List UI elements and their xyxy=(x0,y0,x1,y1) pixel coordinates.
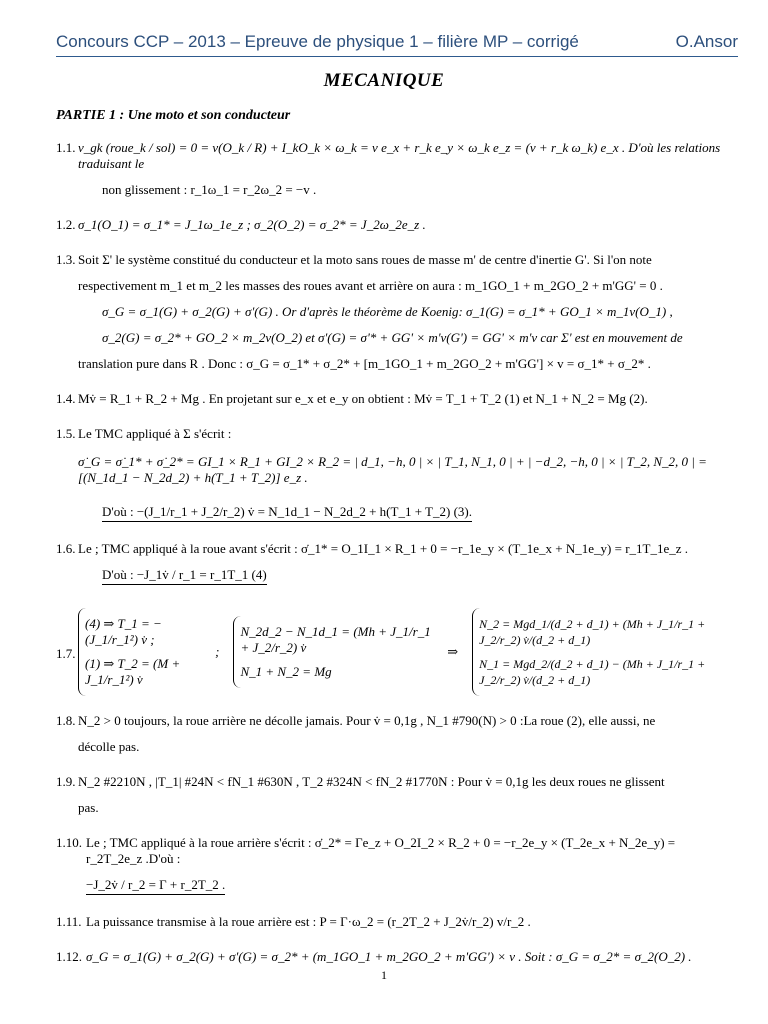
equation-system xyxy=(78,608,732,696)
text-line: respectivement m_1 et m_2 les masses des roues avant et arrière on aura : m_1GO_1 + m_2GO_2 + m'GG' = 0 . xyxy=(78,278,663,293)
header-author: O.Ansor xyxy=(675,32,738,51)
item-number: 1.8. xyxy=(56,713,76,728)
text-line: non glissement : r_1ω_1 = r_2ω_2 = −v . xyxy=(102,182,317,197)
text-line: Soit Σ' le système constitué du conducteur et la moto sans roues de masse m' de centre d'inertie G'. Si l'on note xyxy=(78,252,652,267)
item-1-9 xyxy=(56,774,732,826)
equation-line: D'où : −J_1v̇ / r_1 = r_1T_1 (4) xyxy=(78,567,732,585)
text-line: N_2 > 0 toujours, la roue arrière ne décolle jamais. Pour v̇ = 0,1g , N_1 #790(N) > 0 :La roue (2), elle aussi, ne xyxy=(78,713,656,728)
equation-line: σ̇_G = σ̇_1* + σ̇_2* = GI_1 × R_1 + GI_2 × R_2 = | d_1, −h, 0 | × | T_1, N_1, 0 | + | −d_2, −h, 0 | × | T_2, N_2, 0 | = [(N_1d_1 − N_2d_2) + h(T_1 + T_2)] e_z . xyxy=(78,454,707,485)
item-1-4 xyxy=(56,391,732,417)
part-title: PARTIE 1 : Une moto et son conducteur xyxy=(56,108,291,123)
item-1-7 xyxy=(56,604,732,704)
equation-line: La puissance transmise à la roue arrière est : P = Γ·ω_2 = (r_2T_2 + J_2v̇/r_2) v/r_2 . xyxy=(86,914,531,929)
item-number: 1.6. xyxy=(56,541,76,556)
item-number: 1.7. xyxy=(56,646,76,661)
text-line: Le TMC appliqué à Σ s'écrit : xyxy=(78,426,232,441)
item-number: 1.1. xyxy=(56,140,76,155)
item-1-2 xyxy=(56,217,732,243)
item-1-8 xyxy=(56,713,732,765)
item-1-1 xyxy=(56,140,732,208)
item-number: 1.9. xyxy=(56,774,76,789)
system-left: (4) ⇒ T_1 = −(J_1/r_1²) v̇ ; (1) ⇒ T_2 = (M + J_1/r_1²) v̇ xyxy=(78,608,201,696)
header-title: Concours CCP – 2013 – Epreuve de physique 1 – filière MP – corrigé xyxy=(56,32,579,51)
equation-line: σ_1(O_1) = σ_1* = J_1ω_1e_z ; σ_2(O_2) = σ_2* = J_2ω_2e_z . xyxy=(78,217,426,232)
equation-line: Le ; TMC appliqué à la roue arrière s'écrit : σ̇_2* = Γe_z + O_2I_2 × R_2 + 0 = −r_2e_y × (T_2e_x + N_2e_y) = r_2T_2e_z .D'où : xyxy=(86,835,676,866)
item-number: 1.12. xyxy=(56,949,82,964)
separator: ; xyxy=(215,644,220,659)
document-body xyxy=(56,140,732,984)
item-1-10 xyxy=(56,835,732,905)
equation-line: D'où : −(J_1/r_1 + J_2/r_2) v̇ = N_1d_1 − N_2d_2 + h(T_1 + T_2) (3). xyxy=(78,504,732,522)
equation-line: Mv̇ = R_1 + R_2 + Mg . En projetant sur e_x et e_y on obtient : Mv̇ = T_1 + T_2 (1) et N_1 + N_2 = Mg (2). xyxy=(78,391,648,406)
item-number: 1.11. xyxy=(56,914,82,929)
section-title: MECANIQUE xyxy=(323,70,445,91)
implies-arrow: ⇒ xyxy=(447,644,459,659)
equation-line: v_gk (roue_k / sol) = 0 = v(O_k / R) + I_kO_k × ω_k = v e_x + r_k e_y × ω_k e_z = (v + r_k ω_k) e_x . D'où les relations traduisant le xyxy=(78,140,721,171)
equation-line: σ_2(G) = σ_2* + GO_2 × m_2v(O_2) et σ'(G) = σ'* + GG' × m'v(G') = GG' × m'v car Σ' est en mouvement de xyxy=(102,330,683,345)
text-line: pas. xyxy=(78,800,99,815)
equation-line: σ_G = σ_1(G) + σ_2(G) + σ'(G) . Or d'après le théorème de Koenig: σ_1(G) = σ_1* + GO_1 × m_1v(O_1) , xyxy=(102,304,673,319)
text-line: décolle pas. xyxy=(78,739,140,754)
item-number: 1.5. xyxy=(56,426,76,441)
item-number: 1.4. xyxy=(56,391,76,406)
text-line: N_2 #2210N , |T_1| #24N < fN_1 #630N , T_2 #324N < fN_2 #1770N : Pour v̇ = 0,1g les deux roues ne glissent xyxy=(78,774,665,789)
item-1-11 xyxy=(56,914,732,940)
page-number: 1 xyxy=(381,968,387,982)
item-number: 1.2. xyxy=(56,217,76,232)
item-number: 1.3. xyxy=(56,252,76,267)
system-right: N_2 = Mgd_1/(d_2 + d_1) + (Mh + J_1/r_1 + J_2/r_2) v̇/(d_2 + d_1) N_1 = Mgd_2/(d_2 + d_1) − (Mh + J_1/r_1 + J_2/r_2) v̇/(d_2 + d_1) xyxy=(472,608,732,696)
item-1-6 xyxy=(56,541,732,595)
item-number: 1.10. xyxy=(56,835,82,850)
text-line: translation pure dans R . Donc : σ_G = σ_1* + σ_2* + [m_1GO_1 + m_2GO_2 + m'GG'] × v = σ_1* + σ_2* . xyxy=(78,356,651,371)
equation-line: σ_G = σ_1(G) + σ_2(G) + σ'(G) = σ_2* + (m_1GO_1 + m_2GO_2 + m'GG') × v . Soit : σ_G = σ_2* = σ_2(O_2) . xyxy=(86,949,692,964)
item-1-3 xyxy=(56,252,732,382)
system-middle: N_2d_2 − N_1d_1 = (Mh + J_1/r_1 + J_2/r_2) v̇ N_1 + N_2 = Mg xyxy=(233,616,433,688)
item-1-5 xyxy=(56,426,732,532)
equation-line: −J_2v̇ / r_2 = Γ + r_2T_2 . xyxy=(86,877,732,895)
page-header xyxy=(56,22,738,57)
equation-line: Le ; TMC appliqué à la roue avant s'écrit : σ̇_1* = O_1I_1 × R_1 + 0 = −r_1e_y × (T_1e_x + N_1e_y) = r_1T_1e_z . xyxy=(78,541,689,556)
